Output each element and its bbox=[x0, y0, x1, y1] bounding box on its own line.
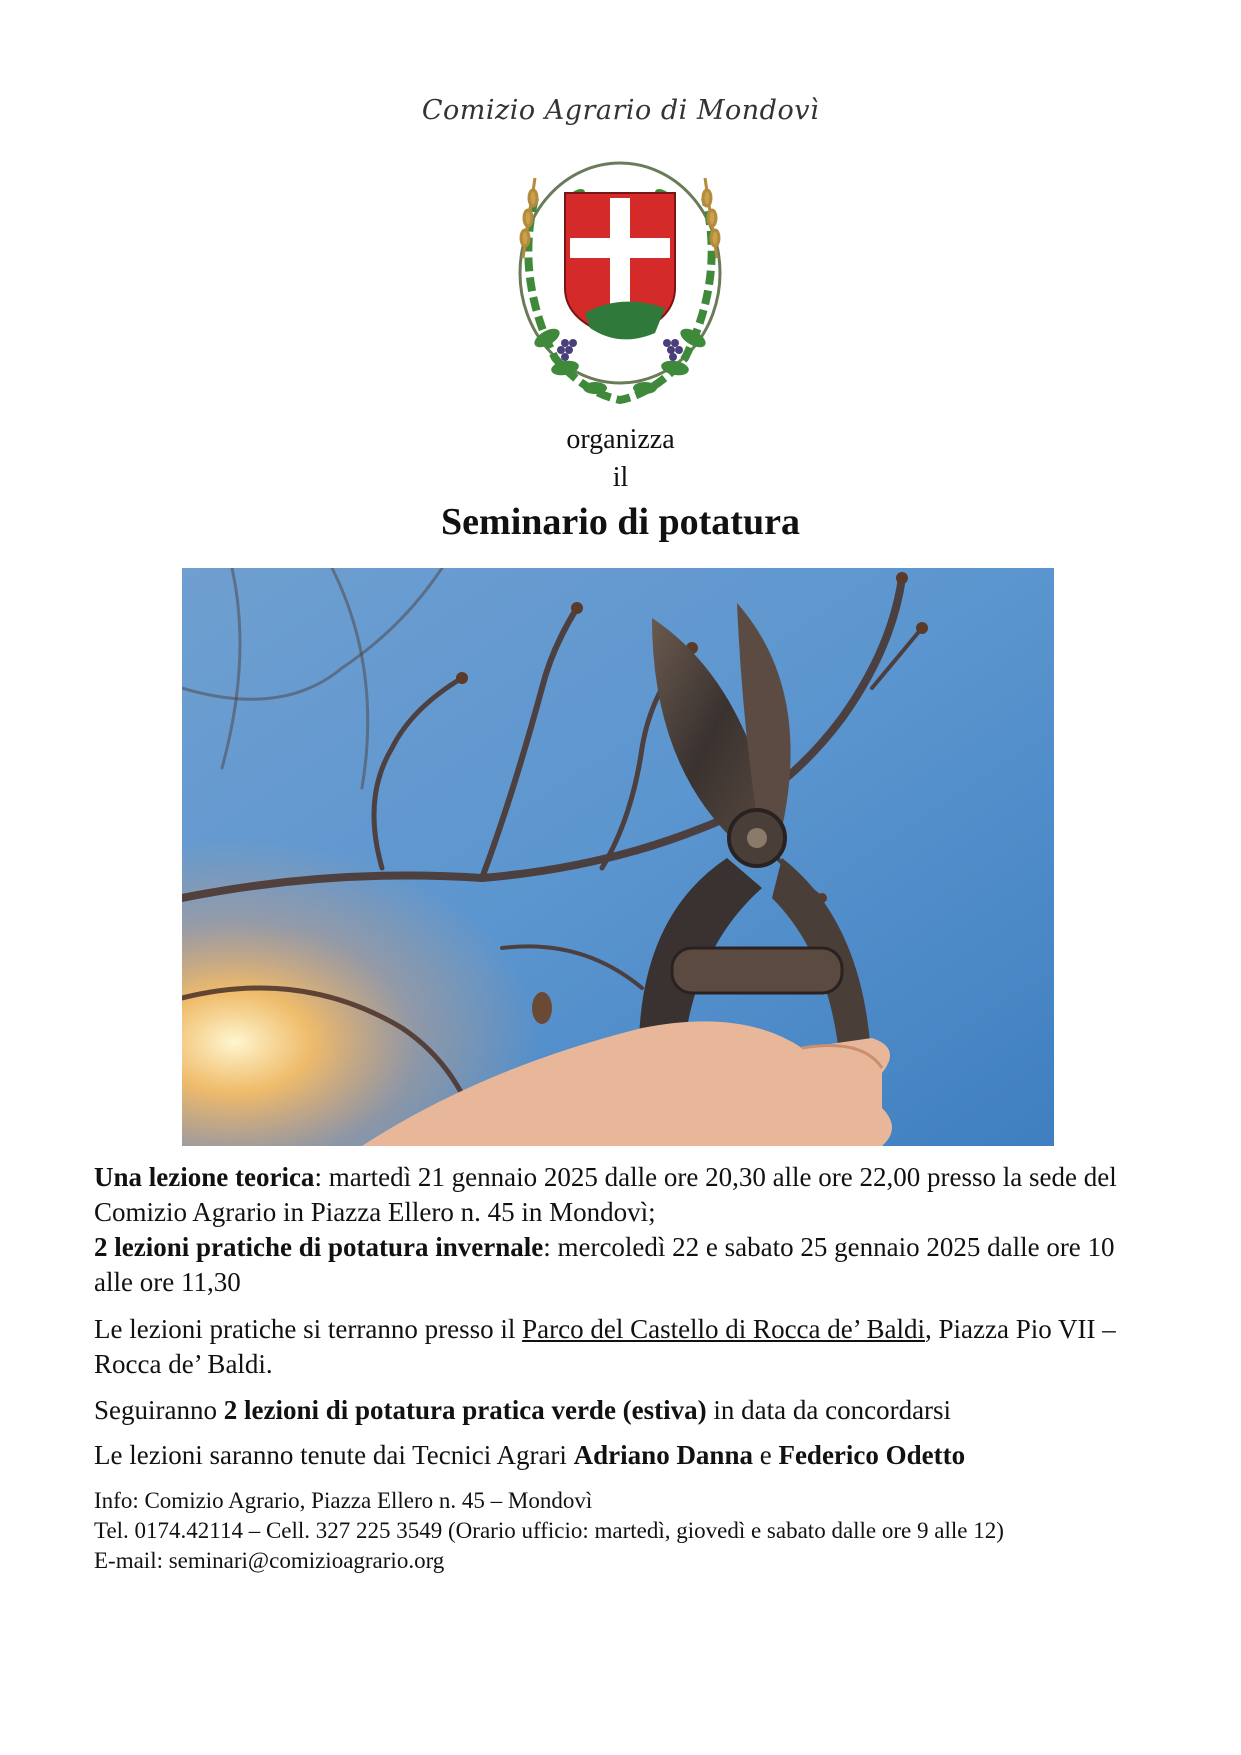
lessons-section bbox=[94, 1160, 1154, 1300]
location-prefix: Le lezioni pratiche si terranno presso il bbox=[94, 1314, 523, 1344]
summer-section bbox=[94, 1393, 1154, 1428]
theory-lesson bbox=[94, 1160, 1154, 1230]
location-link: Parco del Castello di Rocca de’ Baldi bbox=[522, 1314, 925, 1344]
savoy-cross-crest-icon bbox=[495, 138, 745, 408]
summer-bold: 2 lezioni di potatura pratica verde (estiva) bbox=[223, 1395, 707, 1425]
article-text: il bbox=[612, 462, 629, 493]
location-section bbox=[94, 1312, 1154, 1382]
organization-name: Comizio Agrario di Mondovì bbox=[421, 95, 820, 126]
theory-detail: : martedì 21 gennaio 2025 dalle ore 20,30 alle ore 22,00 presso la sede del Comizio Agrario in Piazza Ellero n. 45 in Mondovì; bbox=[94, 1162, 1117, 1227]
organizes-text: organizza bbox=[566, 424, 675, 455]
teachers-section bbox=[94, 1438, 1154, 1473]
summer-suffix: in data da concordarsi bbox=[706, 1395, 952, 1425]
location-suffix: , Piazza Pio VII – Rocca de’ Baldi. bbox=[94, 1314, 1116, 1379]
page-title: Seminario di potatura bbox=[441, 501, 800, 543]
practice-bold: 2 lezioni pratiche di potatura invernale bbox=[94, 1232, 544, 1262]
teacher-1: Adriano Danna bbox=[573, 1440, 753, 1470]
teachers-and: e bbox=[752, 1440, 779, 1470]
summer-prefix: Seguiranno bbox=[94, 1395, 224, 1425]
pruning-shears-photo bbox=[182, 568, 1054, 1146]
info-line: Info: Comizio Agrario, Piazza Ellero n. 45 – Mondovì bbox=[94, 1488, 593, 1513]
phone-line: Tel. 0174.42114 – Cell. 327 225 3549 (Orario ufficio: martedì, giovedì e sabato dalle ore 9 alle 12) bbox=[94, 1518, 1004, 1543]
contact-section bbox=[94, 1486, 1154, 1576]
teacher-2: Federico Odetto bbox=[778, 1440, 966, 1470]
practice-lesson bbox=[94, 1230, 1154, 1300]
practice-detail: : mercoledì 22 e sabato 25 gennaio 2025 dalle ore 10 alle ore 11,30 bbox=[94, 1232, 1115, 1297]
teachers-prefix: Le lezioni saranno tenute dai Tecnici Agrari bbox=[94, 1440, 574, 1470]
theory-bold: Una lezione teorica bbox=[94, 1162, 315, 1192]
email-line: E-mail: seminari@comizioagrario.org bbox=[94, 1548, 445, 1573]
